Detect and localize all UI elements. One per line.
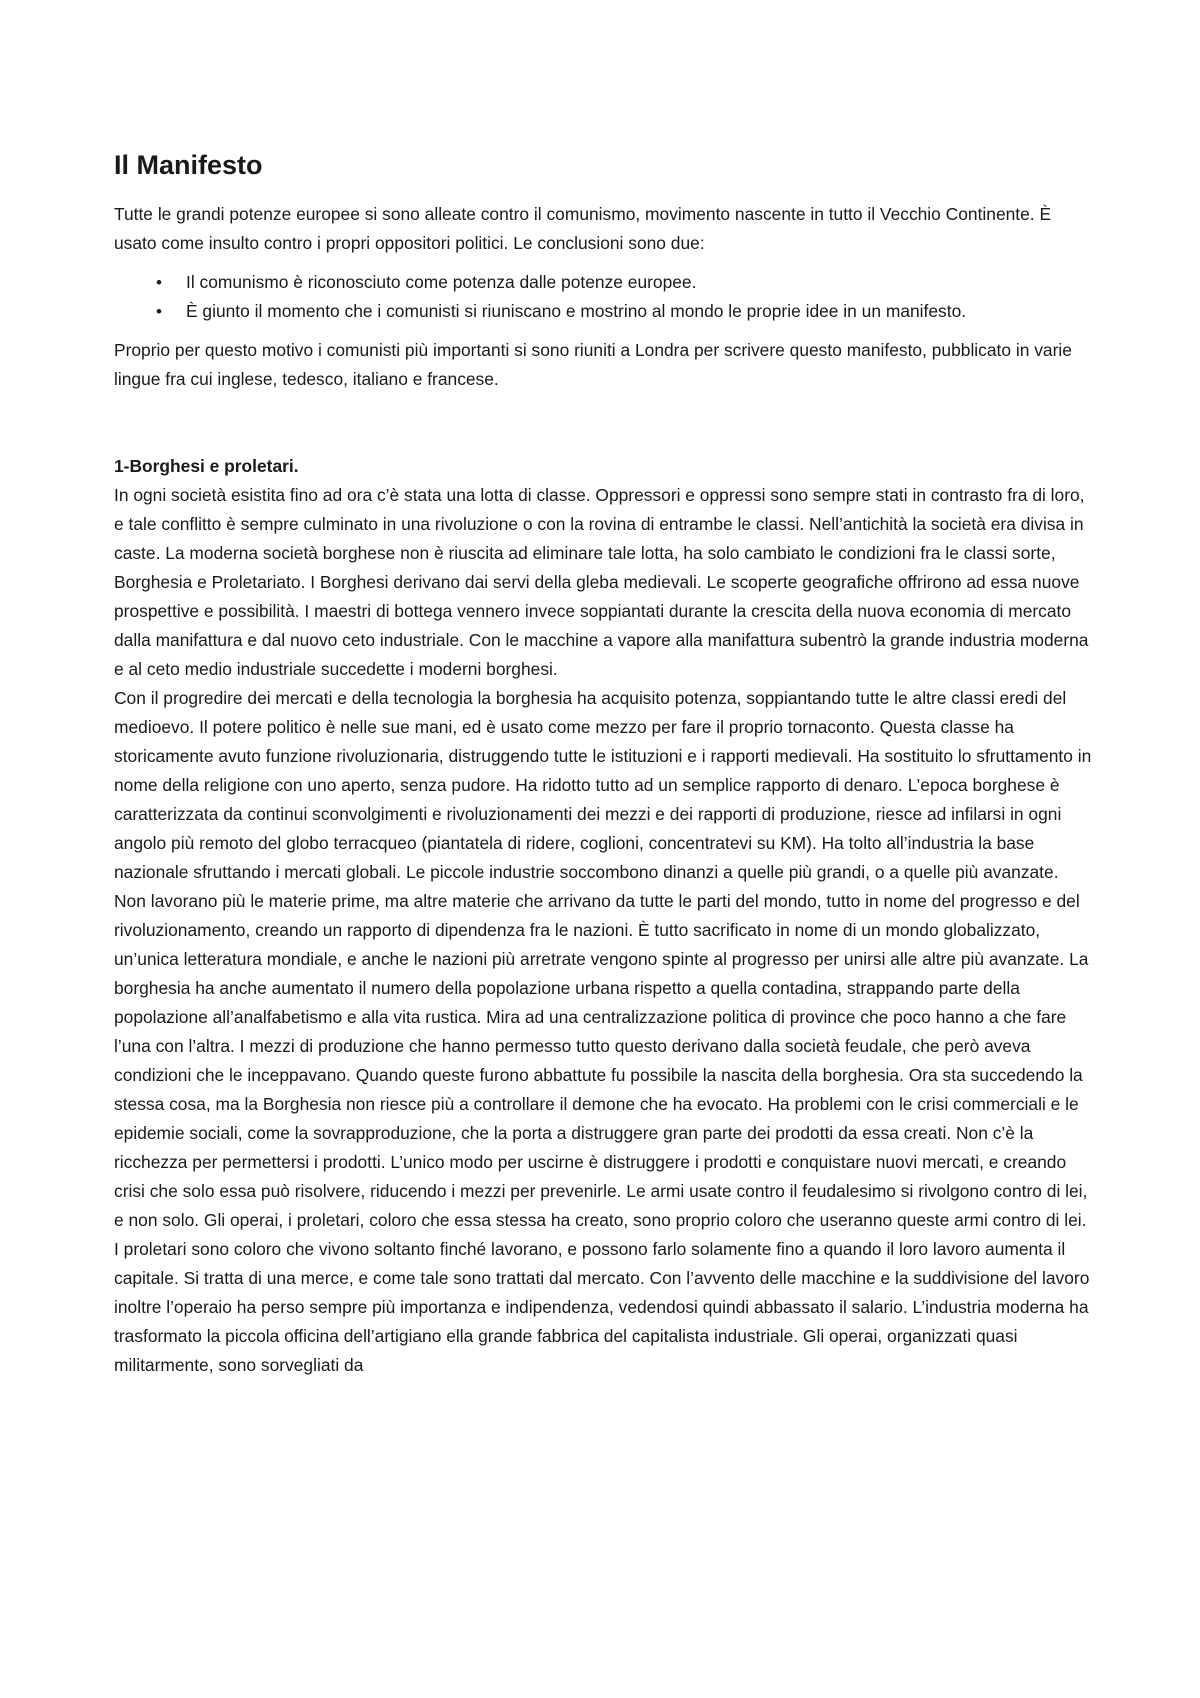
spacer (114, 394, 1094, 452)
list-item-text: Il comunismo è riconosciuto come potenza dalle potenze europee. (186, 272, 697, 292)
list-item (156, 297, 1094, 326)
page-title: Il Manifesto (114, 150, 263, 180)
bullet-icon: • (156, 302, 162, 321)
section-heading: 1-Borghesi e proletari. (114, 456, 299, 476)
section-paragraph: I proletari sono coloro che vivono soltanto finché lavorano, e possono farlo solamente fino a quando il loro lavoro aumenta il capitale. Si tratta di una merce, e come tale sono trattati dal mercato. Con l’avvento delle macchine e la suddivisione del lavoro inoltre l’operaio ha perso sempre più importanza e indipendenza, vedendosi quindi abbassato il salario. L’industria moderna ha trasformato la piccola officina dell’artigiano ella grande fabbrica del capitalista industriale. Gli operai, organizzati quasi militarmente, sono sorvegliati da (114, 1239, 1090, 1375)
document-body (114, 148, 1094, 1380)
section-paragraph: In ogni società esistita fino ad ora c’è stata una lotta di classe. Oppressori e oppressi sono sempre stati in contrasto fra di loro, e tale conflitto è sempre culminato in una rivoluzione o con la rovina di entrambe le classi. Nell’antichità la società era divisa in caste. La moderna società borghese non è riuscita ad eliminare tale lotta, ha solo cambiato le condizioni fra le classi sorte, Borghesia e Proletariato. I Borghesi derivano dai servi della gleba medievali. Le scoperte geografiche offrirono ad essa nuove prospettive e possibilità. I maestri di bottega vennero invece soppiantati durante la crescita della nuova economia di mercato dalla manifattura e dal nuovo ceto industriale. Con le macchine a vapore alla manifattura subentrò la grande industria moderna e al ceto medio industriale succedette i moderni borghesi. (114, 485, 1089, 679)
after-list-paragraph: Proprio per questo motivo i comunisti più importanti si sono riuniti a Londra per scrivere questo manifesto, pubblicato in varie lingue fra cui inglese, tedesco, italiano e francese. (114, 340, 1072, 389)
list-item-text: È giunto il momento che i comunisti si riuniscano e mostrino al mondo le proprie idee in un manifesto. (186, 301, 967, 321)
section-paragraph: Con il progredire dei mercati e della tecnologia la borghesia ha acquisito potenza, soppiantando tutte le altre classi eredi del medioevo. Il potere politico è nelle sue mani, ed è usato come mezzo per fare il proprio tornaconto. Questa classe ha storicamente avuto funzione rivoluzionaria, distruggendo tutte le istituzioni e i rapporti medievali. Ha sostituito lo sfruttamento in nome della religione con uno aperto, senza pudore. Ha ridotto tutto ad un semplice rapporto di denaro. L’epoca borghese è caratterizzata da continui sconvolgimenti e rivoluzionamenti dei mezzi e dei rapporti di produzione, riesce ad infilarsi in ogni angolo più remoto del globo terracqueo (piantatela di ridere, coglioni, concentratevi su KM). Ha tolto all’industria la base nazionale sfruttando i mercati globali. Le piccole industrie soccombono dinanzi a quelle più grandi, o a quelle più avanzate. Non lavorano più le materie prime, ma altre materie che arrivano da tutte le parti del mondo, tutto in nome del progresso e del rivoluzionamento, creando un rapporto di dipendenza fra le nazioni. È tutto sacrificato in nome di un mondo globalizzato, un’unica letteratura mondiale, e anche le nazioni più arretrate vengono spinte al progresso per unirsi alle altre più avanzate. La borghesia ha anche aumentato il numero della popolazione urbana rispetto a quella contadina, strappando parte della popolazione all’analfabetismo e alla vita rustica. Mira ad una centralizzazione politica di province che poco hanno a che fare l’una con l’altra. I mezzi di produzione che hanno permesso tutto questo derivano dalla società feudale, che però aveva condizioni che le inceppavano. Quando queste furono abbattute fu possibile la nascita della borghesia. Ora sta succedendo la stessa cosa, ma la Borghesia non riesce più a controllare il demone che ha evocato. Ha problemi con le crisi commerciali e le epidemie sociali, come la sovrapproduzione, che la porta a distruggere gran parte dei prodotti da essa creati. Non c’è la ricchezza per permettersi i prodotti. L’unico modo per uscirne è distruggere i prodotti e conquistare nuovi mercati, e creando crisi che solo essa può risolvere, riducendo i mezzi per prevenirle. Le armi usate contro il feudalesimo si rivolgono contro di lei, e non solo. Gli operai, i proletari, coloro che essa stessa ha creato, sono proprio coloro che useranno queste armi contro di lei. (114, 688, 1092, 1230)
list-item (156, 268, 1094, 297)
bullet-icon: • (156, 273, 162, 292)
intro-paragraph: Tutte le grandi potenze europee si sono alleate contro il comunismo, movimento nascente in tutto il Vecchio Continente. È usato come insulto contro i propri oppositori politici. Le conclusioni sono due: (114, 204, 1052, 253)
conclusions-list (114, 268, 1094, 326)
